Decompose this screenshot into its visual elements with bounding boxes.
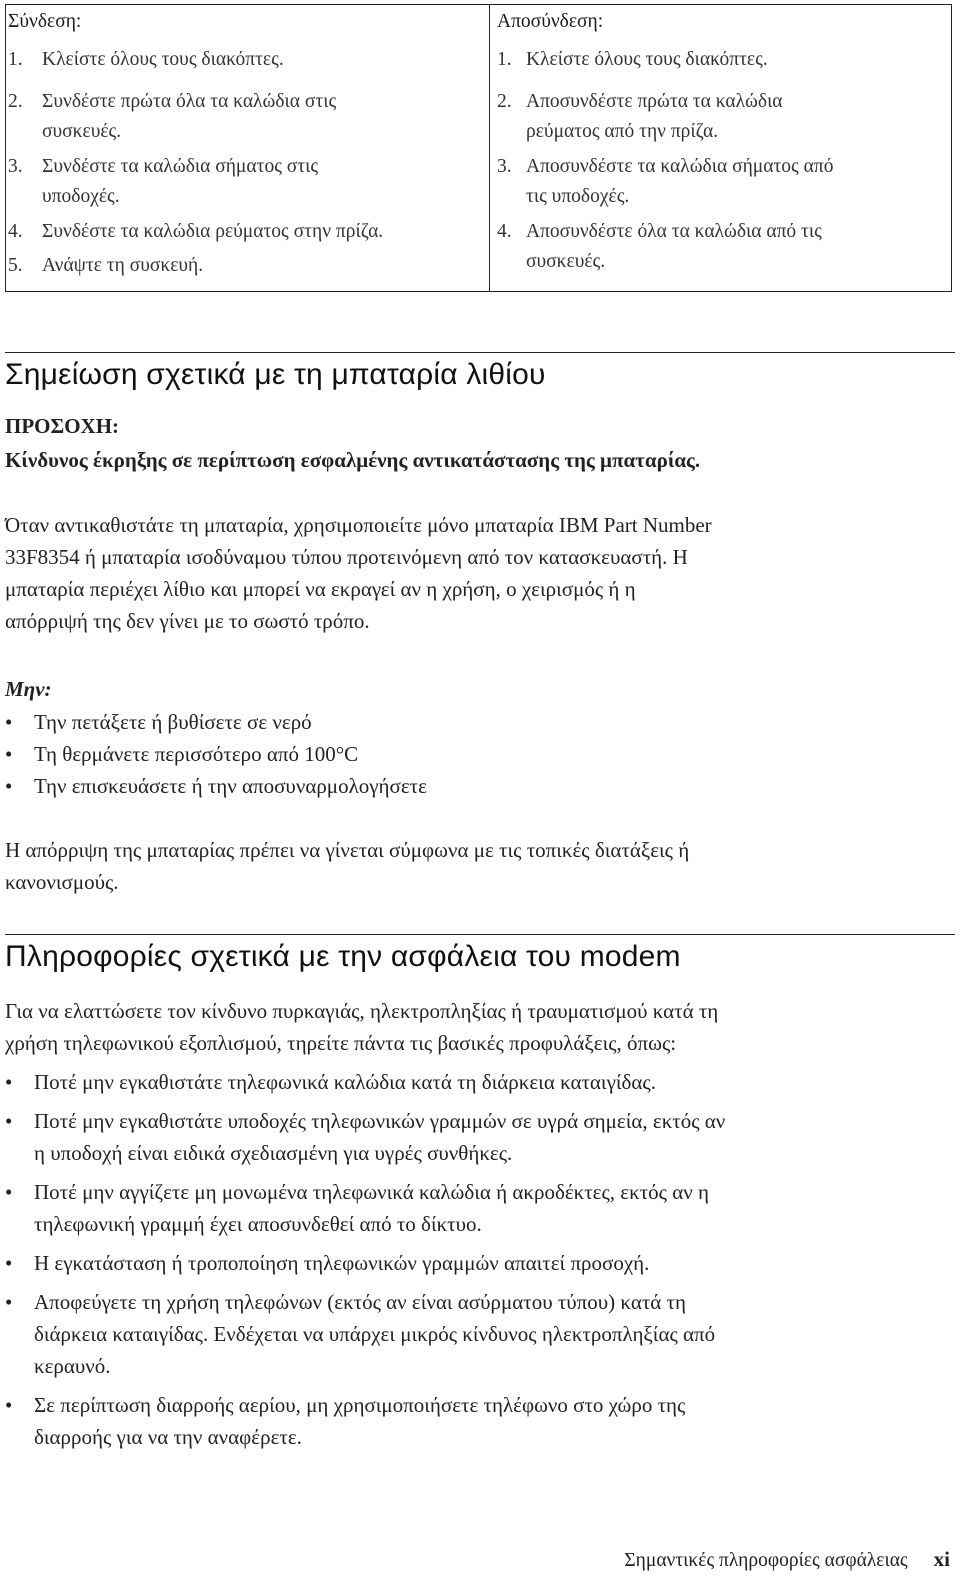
connect-step	[8, 152, 478, 212]
step-number: 4.	[8, 221, 23, 242]
list-item-text: Σε περίπτωση διαρροής αερίου, μη χρησιμοποιήσετε τηλέφωνο στο χώρο της	[34, 1393, 686, 1417]
step-number: 2.	[8, 91, 23, 112]
disconnect-heading: Αποσύνδεση:	[497, 11, 604, 32]
step-text: τις υποδοχές.	[526, 186, 630, 207]
list-item	[5, 706, 950, 738]
bullet-icon: •	[5, 1180, 13, 1204]
list-item-text: Ποτέ μην αγγίζετε μη μονωμένα τηλεφωνικά καλώδια ή ακροδέκτες, εκτός αν η	[34, 1180, 709, 1204]
list-item	[5, 738, 950, 770]
step-text: Συνδέστε τα καλώδια σήματος στις	[42, 156, 319, 177]
paragraph-line: κανονισμούς.	[5, 870, 119, 894]
list-item-text: Τη θερμάνετε περισσότερο από 100°C	[34, 742, 359, 766]
list-item-text: Η εγκατάσταση ή τροποποίηση τηλεφωνικών γραμμών απαιτεί προσοχή.	[34, 1251, 650, 1275]
bullet-icon: •	[5, 710, 13, 734]
paragraph-line: Η απόρριψη της μπαταρίας πρέπει να γίνεται σύμφωνα με τις τοπικές διατάξεις ή	[5, 838, 690, 862]
modem-intro-paragraph	[5, 995, 955, 1059]
battery-section-title: Σημείωση σχετικά με τη μπαταρία λιθίου	[5, 358, 546, 391]
step-text: Συνδέστε πρώτα όλα τα καλώδια στις	[42, 91, 337, 112]
step-text: ρεύματος από την πρίζα.	[526, 121, 719, 142]
step-text: Αποσυνδέστε όλα τα καλώδια από τις	[526, 221, 822, 242]
do-not-list	[5, 706, 950, 802]
list-item	[5, 1389, 950, 1453]
list-item-text: Ποτέ μην εγκαθιστάτε τηλεφωνικά καλώδια κατά τη διάρκεια καταιγίδας.	[34, 1070, 656, 1094]
step-text: Αποσυνδέστε πρώτα τα καλώδια	[526, 91, 783, 112]
list-item-text: Ποτέ μην εγκαθιστάτε υποδοχές τηλεφωνικών γραμμών σε υγρά σημεία, εκτός αν	[34, 1109, 726, 1133]
list-item	[5, 1105, 950, 1169]
disposal-paragraph	[5, 834, 955, 898]
step-text: Ανάψτε τη συσκευή.	[42, 255, 204, 276]
step-number: 4.	[497, 221, 512, 242]
paragraph-line: Όταν αντικαθιστάτε τη μπαταρία, χρησιμοποιείτε μόνο μπαταρία IBM Part Number	[5, 513, 712, 537]
disconnect-step	[497, 87, 947, 147]
list-item-text: Την επισκευάσετε ή την αποσυναρμολογήσετε	[34, 774, 427, 798]
section-divider	[5, 352, 955, 353]
connect-disconnect-table	[5, 4, 952, 292]
page-footer	[624, 1547, 950, 1572]
list-item	[5, 770, 950, 802]
footer-section-title: Σημαντικές πληροφορίες ασφάλειας	[624, 1550, 908, 1571]
paragraph-line: 33F8354 ή μπαταρία ισοδύναμου τύπου προτεινόμενη από τον κατασκευαστή. Η	[5, 545, 688, 569]
step-text: Κλείστε όλους τους διακόπτες.	[42, 49, 284, 70]
list-item	[5, 1286, 950, 1382]
step-text: Κλείστε όλους τους διακόπτες.	[526, 49, 768, 70]
list-item-text: διάρκεια καταιγίδας. Ενδέχεται να υπάρχει μικρός κίνδυνος ηλεκτροπληξίας από	[34, 1322, 716, 1346]
bullet-icon: •	[5, 1393, 13, 1417]
caution-text: Κίνδυνος έκρηξης σε περίπτωση εσφαλμένης αντικατάστασης της μπαταρίας.	[5, 448, 701, 472]
list-item	[5, 1247, 950, 1279]
list-item-text: Αποφεύγετε τη χρήση τηλεφώνων (εκτός αν είναι ασύρματου τύπου) κατά τη	[34, 1290, 686, 1314]
list-item-text: τηλεφωνική γραμμή έχει αποσυνδεθεί από το δίκτυο.	[34, 1212, 482, 1236]
list-item-text: η υποδοχή είναι ειδικά σχεδιασμένη για υγρές συνθήκες.	[34, 1141, 513, 1165]
connect-column	[6, 5, 490, 291]
connect-step	[8, 87, 478, 147]
bullet-icon: •	[5, 742, 13, 766]
list-item	[5, 1176, 950, 1240]
connect-step	[8, 45, 478, 75]
step-text: υποδοχές.	[42, 186, 120, 207]
connect-step	[8, 217, 478, 247]
step-number: 1.	[8, 49, 23, 70]
paragraph-line: χρήση τηλεφωνικού εξοπλισμού, τηρείτε πάντα τις βασικές προφυλάξεις, όπως:	[5, 1031, 677, 1055]
disconnect-column	[490, 5, 951, 291]
disconnect-step	[497, 152, 947, 212]
battery-body-paragraph	[5, 509, 955, 637]
step-number: 3.	[497, 156, 512, 177]
step-number: 5.	[8, 255, 23, 276]
paragraph-line: μπαταρία περιέχει λίθιο και μπορεί να εκραγεί αν η χρήση, ο χειρισμός ή η	[5, 577, 636, 601]
section-divider	[5, 934, 955, 935]
modem-precautions-list	[5, 1066, 950, 1453]
list-item-text: διαρροής για να την αναφέρετε.	[34, 1425, 302, 1449]
do-not-label: Μην:	[5, 677, 52, 701]
connect-heading: Σύνδεση:	[8, 11, 82, 32]
disconnect-step	[497, 217, 947, 277]
bullet-icon: •	[5, 1290, 13, 1314]
bullet-icon: •	[5, 774, 13, 798]
list-item-text: κεραυνό.	[34, 1354, 111, 1378]
paragraph-line: απόρριψή της δεν γίνει με το σωστό τρόπο.	[5, 609, 370, 633]
bullet-icon: •	[5, 1251, 13, 1275]
list-item-text: Την πετάξετε ή βυθίσετε σε νερό	[34, 710, 312, 734]
page-number: xi	[933, 1547, 950, 1571]
step-number: 2.	[497, 91, 512, 112]
caution-label: ΠΡΟΣΟΧΗ:	[5, 414, 120, 438]
disconnect-step	[497, 45, 947, 75]
connect-step	[8, 251, 478, 281]
modem-section-title: Πληροφορίες σχετικά με την ασφάλεια του modem	[5, 940, 681, 973]
step-text: συσκευές.	[526, 251, 606, 272]
bullet-icon: •	[5, 1070, 13, 1094]
step-number: 1.	[497, 49, 512, 70]
step-text: συσκευές.	[42, 121, 122, 142]
step-text: Αποσυνδέστε τα καλώδια σήματος από	[526, 156, 834, 177]
bullet-icon: •	[5, 1109, 13, 1133]
list-item	[5, 1066, 950, 1098]
paragraph-line: Για να ελαττώσετε τον κίνδυνο πυρκαγιάς, ηλεκτροπληξίας ή τραυματισμού κατά τη	[5, 999, 719, 1023]
step-text: Συνδέστε τα καλώδια ρεύματος στην πρίζα.	[42, 221, 384, 242]
step-number: 3.	[8, 156, 23, 177]
